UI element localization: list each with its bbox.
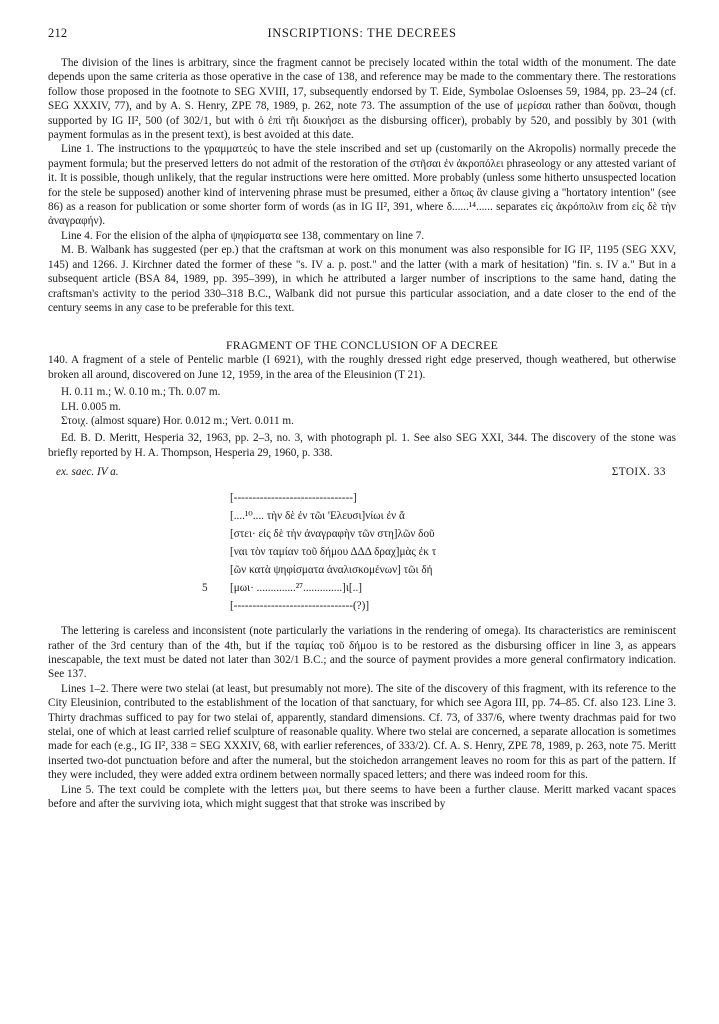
stoichedon-label: ΣΤΟΙΧ. 33 — [611, 466, 666, 479]
item-description: 140. A fragment of a stele of Pentelic marble (I 6921), with the roughly dressed right edge preserved, though weathered, but otherwise broken all around, discovered on June 12, 1959, in the area of the Eleusinion (T 21). — [48, 354, 676, 381]
measurements-line: Στοιχ. (almost square) Hor. 0.012 m.; Vert. 0.011 m. — [61, 414, 294, 427]
document-page — [48, 26, 676, 811]
running-title: INSCRIPTIONS: THE DECREES — [267, 26, 457, 40]
measurements-line: H. 0.11 m.; W. 0.10 m.; Th. 0.07 m. — [61, 386, 221, 399]
date-row — [48, 466, 676, 486]
page-header — [48, 26, 676, 46]
intro-paragraph: The division of the lines is arbitrary, since the fragment cannot be precisely located within the total width of the monument. The date depends upon the same criteria as those operative in the case of 138, and reference may be made to the commentary there. The restorations follow those proposed in the footnote to SEG XVIII, 17, subsequently endorsed by T. Eide, Symbolae Osloenses 59, 1984, pp. 23–24 (cf. SEG XXXIV, 77), and by A. S. Henry, ZPE 78, 1989, p. 262, note 73. The assumption of the use of μερίσαι rather than δοῦναι, though supported by IG II², 500 (of 302/1, but with ὁ ἐπὶ τῆι διοικήσει as the disbursing officer), probably by 520, and possibly by 301 (with payment formulas as in the present text), is best avoided at this date. — [48, 57, 676, 142]
intro-paragraph: Line 1. The instructions to the γραμματεύς to have the stele inscribed and set up (customarily on the Akropolis) normally precede the payment formula; but the preserved letters do not admit of the restoration of the στῆσαι ἐν ἀκροπόλει phraseology or any attested variant of it. It is possible, though unlikely, that the regular instructions were here omitted. More probably (unless some hitherto unsuspected location for the stele be supposed) another kind of intervening phrase must be presumed, either a ὅπως ἂν clause giving a "hortatory intention" (see 86) as a reason for publication or some shorter form of words (as in IG II², 391, where δ......¹⁴...... separates εἰς ἀκρόπολιν from εἰς δὲ τὴν ἀναγραφήν). — [48, 143, 676, 228]
inscription-line: [--------------------------------(?)] — [230, 600, 370, 613]
commentary-paragraph: The lettering is careless and inconsistent (note particularly the variations in the rendering of omega). Its characteristics are reminiscent rather of the 3rd century than of the 4th, but if the ταμίας τοῦ δήμου is to be restored as the disbursing officer in line 3, as appears inescapable, the text must be dated not later than 302/1 B.C.; and the source of payment provides a more general confirmatory indication. See 137. — [48, 625, 676, 681]
line-number: 5 — [202, 582, 208, 595]
date-label: ex. saec. IV a. — [56, 466, 119, 479]
inscription-line: [--------------------------------] — [230, 492, 357, 505]
inscription-line: [ῶν κατὰ ψηφίσματα ἀναλισκομένων] τῶι δή — [230, 564, 433, 577]
section-title: FRAGMENT OF THE CONCLUSION OF A DECREE — [226, 338, 498, 353]
page-number: 212 — [48, 26, 68, 40]
inscription-line: [ναι τὸν ταμίαν τοῦ δήμου ΔΔΔ δραχ]μὰς ἐκ τ — [230, 546, 437, 559]
inscription-text — [48, 490, 676, 624]
intro-paragraph: Line 4. For the elision of the alpha of ψηφίσματα see 138, commentary on line 7. — [61, 229, 425, 242]
edition-note: Ed. B. D. Meritt, Hesperia 32, 1963, pp. 2–3, no. 3, with photograph pl. 1. See also SEG XXI, 344. The discovery of the stone was briefly reported by H. A. Thompson, Hesperia 29, 1960, p. 338. — [48, 432, 676, 459]
intro-paragraph: M. B. Walbank has suggested (per ep.) that the craftsman at work on this monument was also responsible for IG II², 1195 (SEG XXV, 145) and 1266. J. Kirchner dated the former of these "s. IV a. p. post." and the latter (with a mark of hesitation) "fin. s. IV a." But in a subsequent article (BSA 84, 1989, pp. 395–399), in which he attributed a larger number of inscriptions to the same hand, dating the craftsman's activity to the period 330–318 B.C., Walbank did not pursue this particular association, and a date closer to the end of the century seems in any case to be preferable for this text. — [48, 244, 676, 314]
inscription-line: [μωι· ..............²⁷..............]ι[..] — [230, 582, 362, 595]
commentary-paragraph: Line 5. The text could be complete with the letters μωι, but there seems to have been a further clause. Meritt marked vacant spaces before and after the surviving iota, which might suggest that that stroke was inscribed by — [48, 783, 676, 811]
measurements-line: LH. 0.005 m. — [61, 400, 121, 413]
commentary-paragraph: Lines 1–2. There were two stelai (at least, but presumably not more). The site of the discovery of this fragment, with its reference to the City Eleusinion, contributed to the establishment of the location of that sanctuary, for which see Agora III, pp. 74–85. Cf. also 123. Line 3. Thirty drachmas sufficed to pay for two stelai of, apparently, standard dimensions. Cf. 73, of 337/6, where twenty drachmas paid for two stelai, one of which at least carried relief sculpture of reasonable quality. Where two stelai are concerned, a separate allocation is sometimes made for each (e.g., IG II², 338 = SEG XXXIV, 68, with earlier references, of 333/2). Cf. A. S. Henry, ZPE 78, 1989, p. 263, note 75. Meritt inserted two-dot punctuation before and after the numeral, but the stoichedon arrangement leaves no room for this as part of the pattern. If they were included, they were added extra ordinem between normally spaced letters; and there was indeed room for this. — [48, 682, 676, 782]
inscription-line: [....¹⁰.... τὴν δὲ ἐν τῶι 'Ελευσι]νίωι ἐν ἄ — [230, 510, 405, 523]
inscription-line: [στει· εἰς δὲ τὴν ἀναγραφὴν τῶν στη]λῶν δοῦ — [230, 528, 435, 541]
